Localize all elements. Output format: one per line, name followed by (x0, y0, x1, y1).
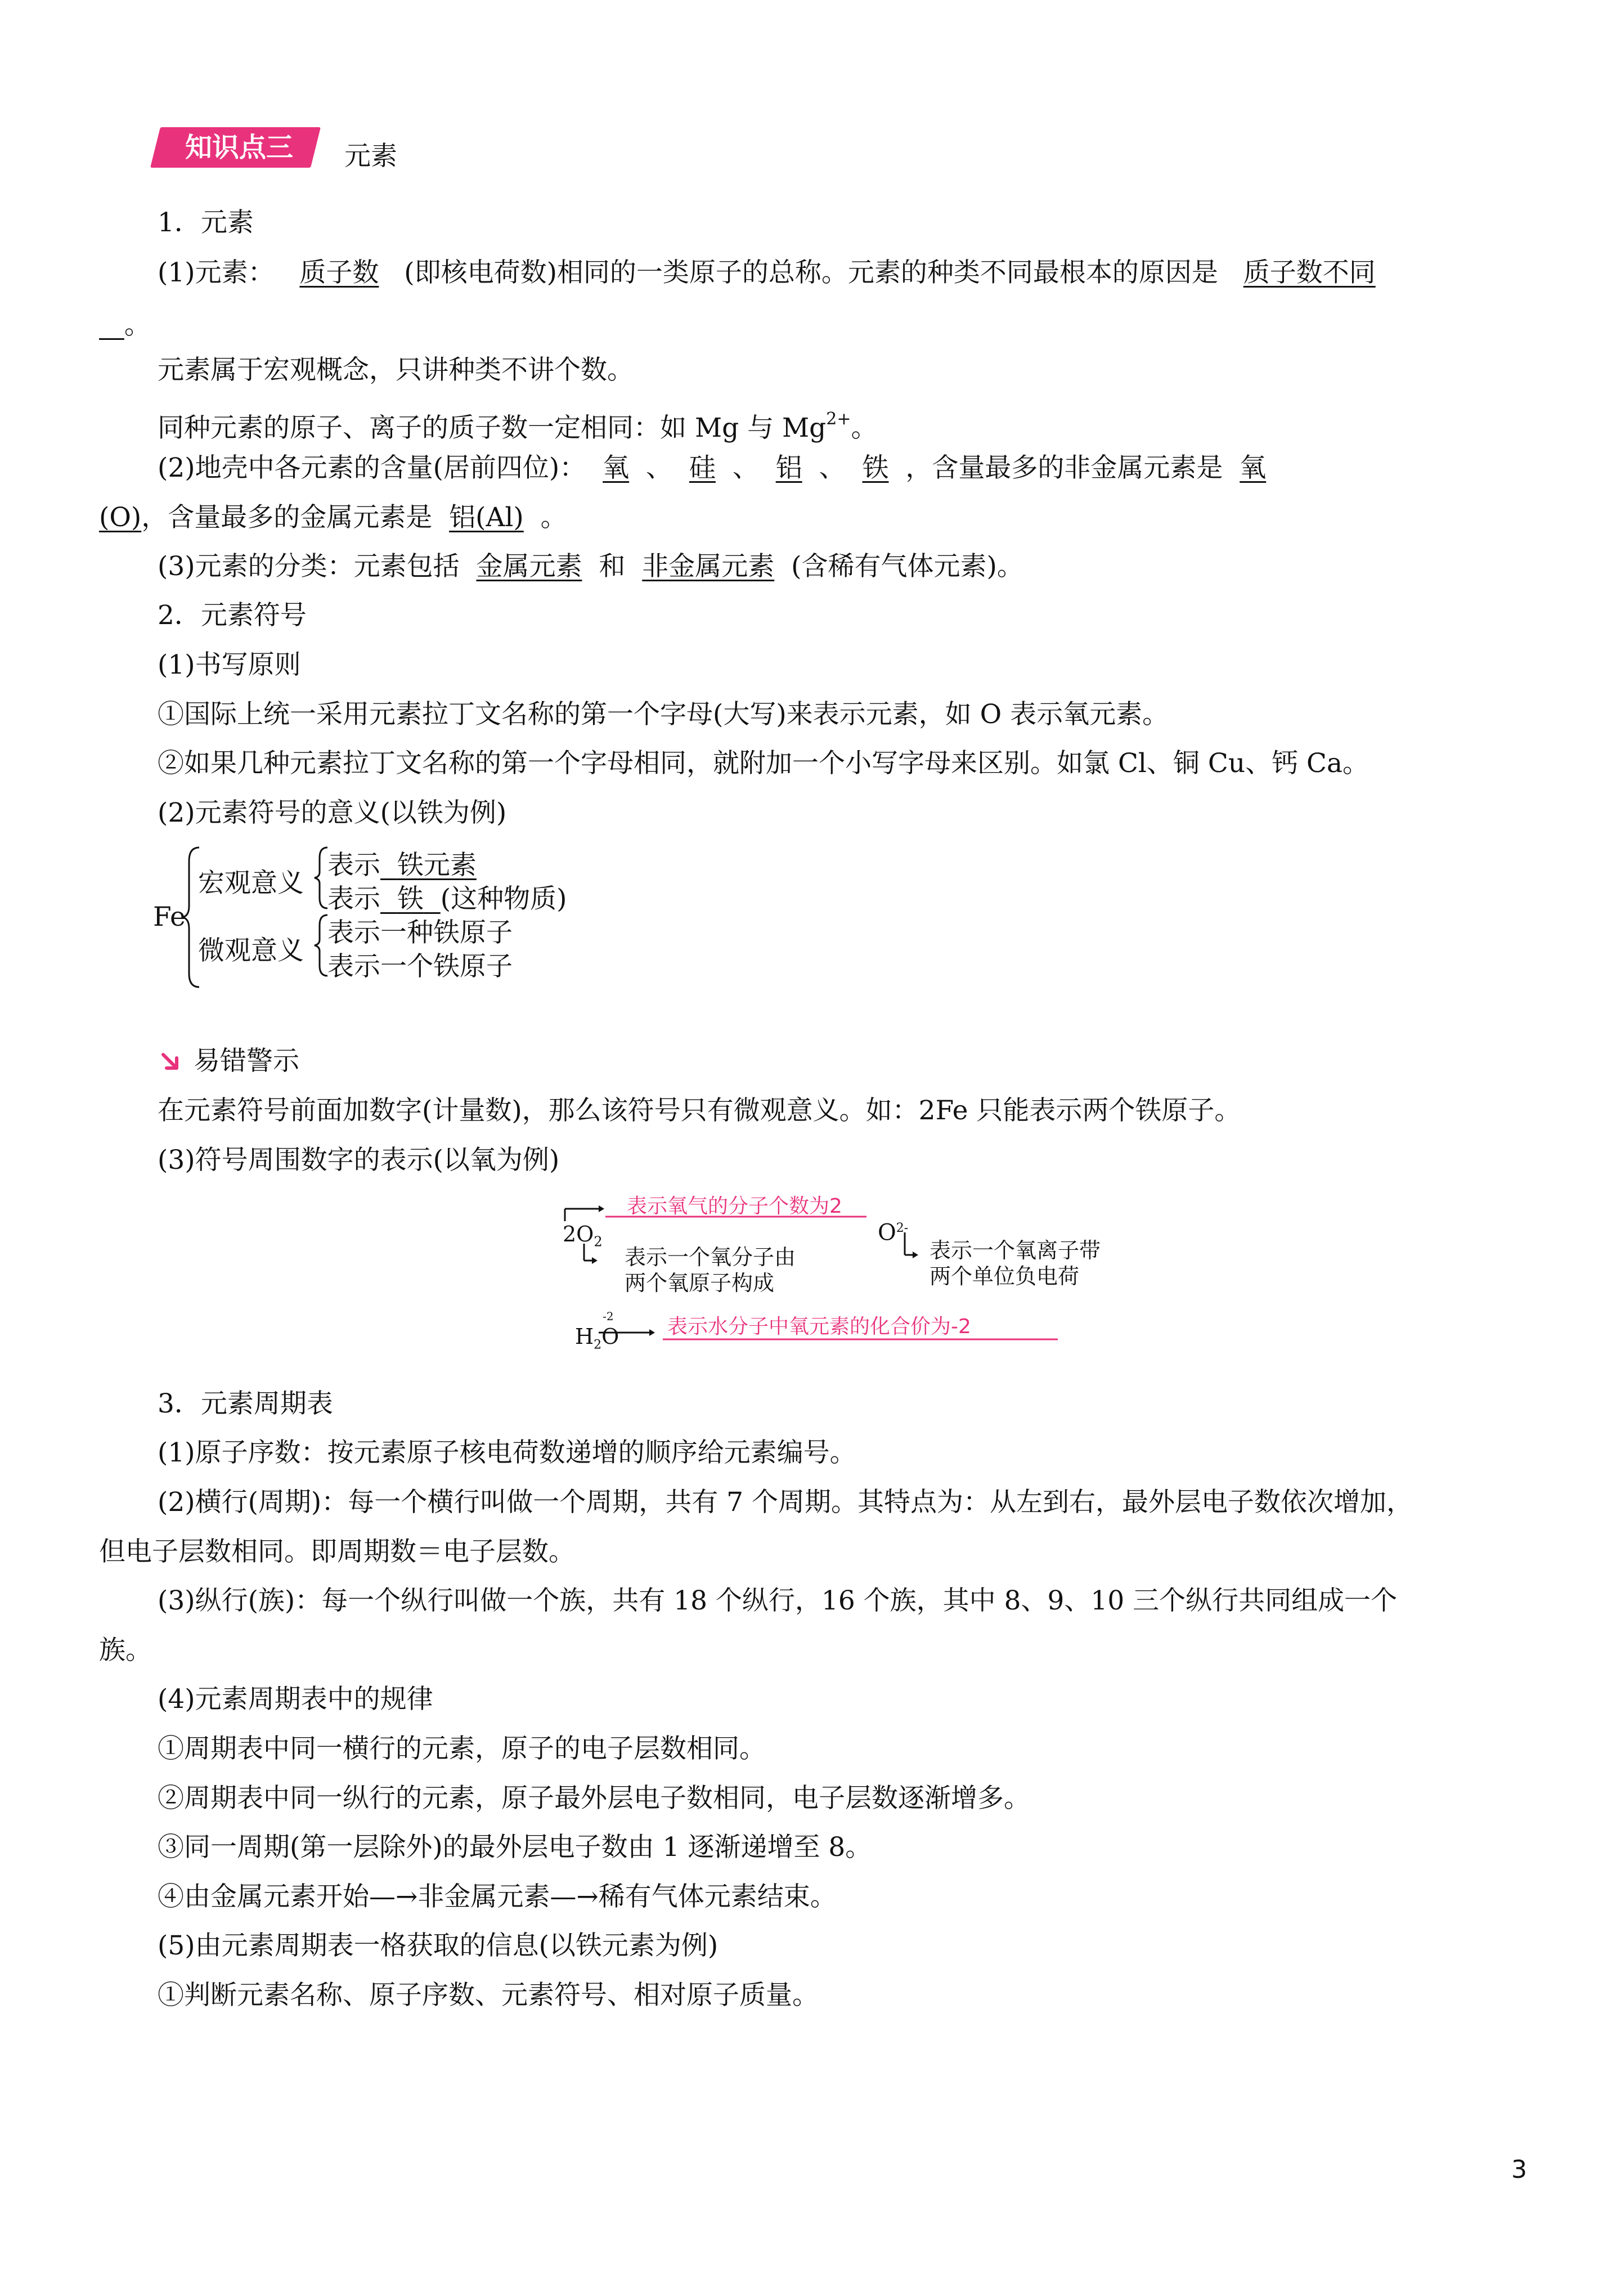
classification: (3)元素的分类：元素包括 金属元素 和 非金属元素 (含稀有气体元素)。 (158, 551, 1023, 582)
annotation-valence: 表示水分子中氧元素的化合价为-2 (667, 1315, 971, 1338)
blank-fe: 铁 (862, 452, 889, 483)
blank-nonmetal-element: 非金属元素 (642, 551, 775, 582)
cell-info-1: ①判断元素名称、原子序数、元素符号、相对原子质量。 (158, 1980, 819, 2011)
cell-info-heading: (5)由元素周期表一格获取的信息(以铁元素为例) (158, 1930, 719, 1961)
blank-iron-substance: 铁 (397, 884, 424, 914)
micro-meaning-1: 表示一种铁原子 (327, 917, 513, 948)
blank-nonmetal: 氧 (1240, 452, 1267, 483)
blank-metal-element: 金属元素 (476, 551, 582, 582)
numbers-heading: (3)符号周围数字的表示(以氧为例) (158, 1145, 560, 1176)
blank-al: 铝 (775, 452, 802, 483)
macro-meaning-1: 表示 铁元素 (327, 850, 477, 881)
rule-2: ②如果几种元素拉丁文名称的第一个字母相同，就附加一个小写字母来区别。如氯 Cl、铜 Cu、钙 Ca。 (158, 748, 1369, 779)
page-number: 3 (1511, 2155, 1527, 2184)
group-text-2: 族。 (99, 1635, 152, 1666)
section-title: 元素 (344, 141, 397, 172)
micro-label: 微观意义 (198, 935, 304, 966)
annotation-molecule-composition-2: 两个氧原子构成 (625, 1271, 775, 1295)
annotation-ion-charge-1: 表示一个氧离子带 (930, 1238, 1101, 1263)
atomic-number: (1)原子序数：按元素原子核电荷数递增的顺序给元素编号。 (158, 1437, 856, 1468)
blank-iron-element: 铁元素 (397, 850, 477, 881)
annotation-molecule-composition-1: 表示一个氧分子由 (625, 1245, 796, 1270)
meaning-heading: (2)元素符号的意义(以铁为例) (158, 797, 507, 828)
blank-proton-number: 质子数 (299, 257, 379, 288)
warning-text: 在元素符号前面加数字(计量数)，那么该符号只有微观意义。如：2Fe 只能表示两个铁原子。 (158, 1095, 1241, 1126)
definition-end: 。 (124, 310, 151, 340)
writing-rules-heading: (1)书写原则 (158, 649, 301, 680)
formula-o-ion: $O^{2-}$ (878, 1219, 909, 1246)
blank-si: 硅 (689, 452, 716, 483)
macro-label: 宏观意义 (198, 868, 304, 899)
annotation-ion-charge-2: 两个单位负电荷 (930, 1264, 1080, 1289)
rule-1: ①国际上统一采用元素拉丁文名称的第一个字母(大写)来表示元素，如 O 表示氧元素。 (158, 699, 1169, 730)
period-text-1: (2)横行(周期)：每一个横行叫做一个周期，共有 7 个周期。其特点为：从左到右，最外层电子数依次增加， (158, 1487, 1413, 1518)
group-text-1: (3)纵行(族)：每一个纵行叫做一个族，共有 18 个纵行，16 个族，其中 8、9、10 三个纵行共同组成一个 (158, 1585, 1398, 1616)
period-text-2: 但电子层数相同。即周期数＝电子层数。 (99, 1536, 575, 1567)
section-tag: 知识点三 (185, 132, 293, 163)
formula-2o2: $2O_2$ (563, 1222, 603, 1250)
rule-element-sequence: ④由金属元素开始—→非金属元素—→稀有气体元素结束。 (158, 1881, 837, 1912)
heading-2: 2．元素符号 (158, 600, 307, 631)
rule-period-row: ①周期表中同一横行的元素，原子的电子层数相同。 (158, 1733, 766, 1764)
fe-brace (180, 844, 203, 990)
rule-group-column: ②周期表中同一纵行的元素，原子最外层电子数相同，电子层数逐渐增多。 (158, 1783, 1030, 1814)
crust-content: (2)地壳中各元素的含量(居前四位)： 氧 、 硅 、 铝 、 铁 ，含量最多的非金属元素是 氧 (158, 452, 1267, 483)
crust-content-2: (O)，含量最多的金属元素是 铝(Al) 。 (99, 502, 567, 533)
macro-note: 元素属于宏观概念，只讲种类不讲个数。 (158, 355, 634, 385)
fe-symbol: Fe (153, 902, 186, 932)
same-element-note: 同种元素的原子、离子的质子数一定相同：如 Mg 与 $Mg^{2+}$。 (158, 409, 878, 443)
warning-arrow-icon (160, 1051, 181, 1073)
micro-meaning-2: 表示一个铁原子 (327, 951, 513, 982)
annotation-molecule-count: 表示氧气的分子个数为2 (627, 1195, 842, 1218)
blank-proton-diff: 质子数不同 (1243, 257, 1376, 288)
rule-outer-electrons: ③同一周期(第一层除外)的最外层电子数由 1 逐渐递增至 8。 (158, 1832, 872, 1863)
heading-1: 1．元素 (158, 207, 254, 238)
macro-meaning-2: 表示 铁 (这种物质) (327, 884, 567, 914)
rules-heading: (4)元素周期表中的规律 (158, 1684, 433, 1715)
warning-heading: 易错警示 (194, 1046, 299, 1077)
blank-o: 氧 (603, 452, 630, 483)
formula-h2o: $H_2$ -2 O (575, 1310, 619, 1352)
blank-metal: 铝(Al) (449, 502, 524, 533)
element-definition: (1)元素： 质子数 (即核电荷数)相同的一类原子的总称。元素的种类不同最根本的原因是 质子数不同 (158, 257, 1376, 288)
heading-3: 3．元素周期表 (158, 1388, 333, 1419)
